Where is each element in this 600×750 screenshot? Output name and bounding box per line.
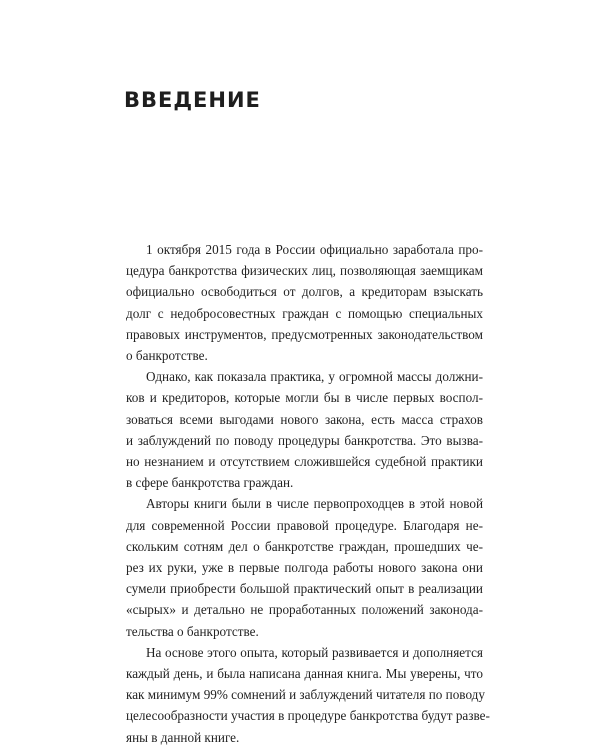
- text-line: рез их руки, уже в первые полгода работы нового закона они: [126, 560, 483, 576]
- text-line: о банкротстве.: [126, 348, 208, 364]
- text-line: Авторы книги были в числе первопроходцев в этой новой: [146, 496, 483, 512]
- paragraph-4: [126, 642, 490, 748]
- text-line: сумели приобрести большой практический опыт в реализации: [126, 581, 483, 597]
- text-line: долг с недобросовестных граждан с помощью специальных: [126, 305, 483, 321]
- paragraph-3: [126, 493, 483, 641]
- text-line: но незнанием и отсутствием сложившейся судебной практики: [126, 454, 483, 470]
- text-line: скольким сотням дел о банкротстве граждан, прошедших че-: [126, 538, 483, 554]
- text-line: как минимум 99% сомнений и заблуждений читателя по поводу: [126, 687, 485, 703]
- text-line: для современной России правовой процедуре. Благодаря не-: [126, 517, 483, 533]
- paragraph-2: [126, 366, 483, 493]
- paragraph-1: [126, 239, 483, 366]
- text-line: яны в данной книге.: [126, 729, 240, 745]
- text-line: На основе этого опыта, который развивается и дополняется: [146, 644, 483, 660]
- text-line: 1 октября 2015 года в России официально заработала про-: [146, 242, 483, 257]
- text-line: тельства о банкротстве.: [126, 623, 259, 639]
- text-line: «сырых» и детально не проработанных положений законода-: [126, 602, 483, 618]
- text-line: Однако, как показала практика, у огромной массы должни-: [146, 369, 483, 385]
- body-text: [126, 239, 490, 748]
- text-line: ков и кредиторов, которые могли бы в числе первых воспол-: [126, 390, 483, 406]
- text-line: правовых инструментов, предусмотренных законодательством: [126, 326, 483, 342]
- text-line: официально освободиться от долгов, а кредиторам взыскать: [126, 284, 483, 300]
- text-line: и заблуждений по поводу процедуры банкротства. Это вызва-: [126, 432, 483, 448]
- text-line: каждый день, и была написана данная книга. Мы уверены, что: [126, 666, 483, 682]
- chapter-title: ВВЕДЕНИЕ: [124, 88, 261, 112]
- text-line: в сфере банкротства граждан.: [126, 475, 294, 491]
- text-line: зоваться всеми выгодами нового закона, есть масса страхов: [126, 411, 483, 427]
- text-line: целесообразности участия в процедуре банкротства будут разве-: [126, 708, 490, 724]
- text-line: цедура банкротства физических лиц, позволяющая заемщикам: [126, 263, 483, 279]
